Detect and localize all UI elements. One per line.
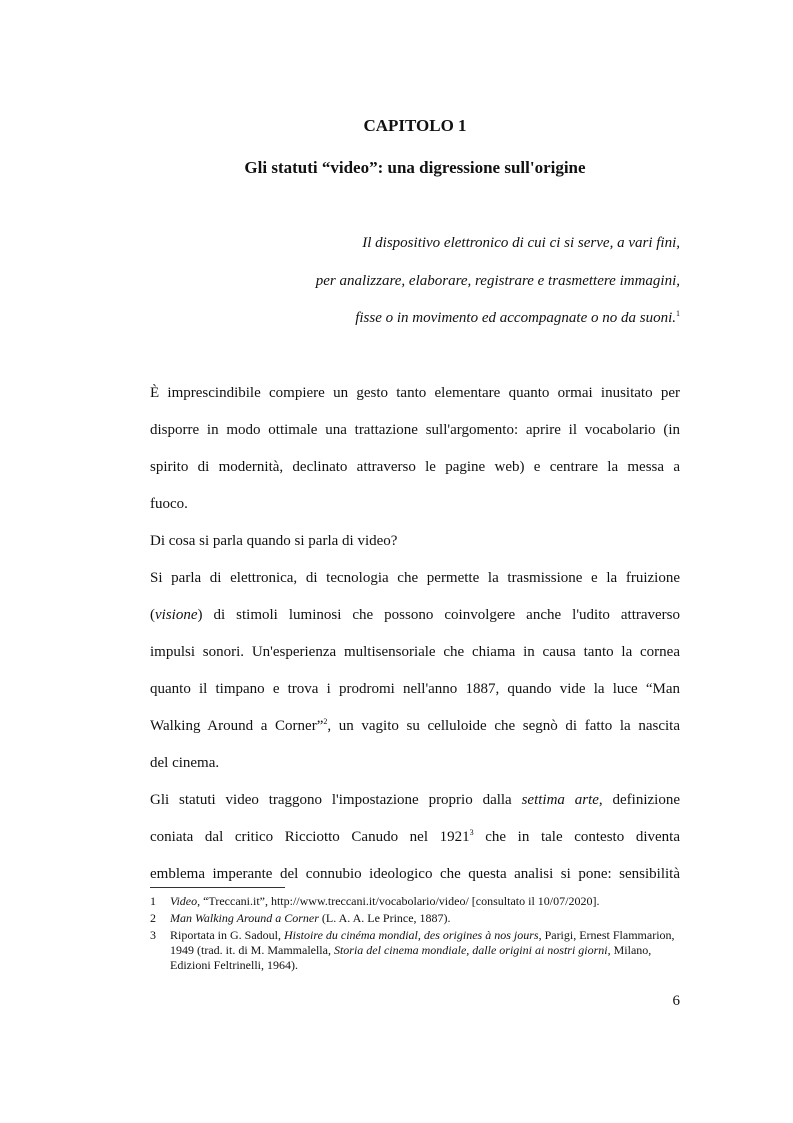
body-line: fuoco. (150, 496, 188, 512)
text-run: ) di stimoli luminosi che possono coinvolgere anche l'udito attraverso (197, 607, 680, 623)
chapter-label: CAPITOLO 1 (363, 116, 467, 135)
italic-run: visione (155, 607, 198, 623)
italic-run: Histoire du cinéma mondial, des origines à nos jours (284, 928, 539, 942)
body-line (150, 716, 680, 736)
footnote-number: 3 (150, 928, 156, 942)
italic-run: Man Walking Around a Corner (170, 911, 319, 925)
text-run: coniata dal critico Ricciotto Canudo nel 1921 (150, 829, 470, 845)
italic-run: Video (170, 894, 198, 908)
body-line: emblema imperante del connubio ideologico che questa analisi si pone: sensibilità (150, 866, 680, 882)
text-run: che in tale contesto diventa (473, 829, 680, 845)
body-line (150, 827, 680, 847)
body-line: del cinema. (150, 755, 220, 771)
italic-run: Storia del cinema mondiale, dalle origini ai nostri giorni (333, 943, 608, 957)
footnote-text (170, 928, 680, 973)
italic-run: settima arte (521, 792, 599, 808)
footnote-text (170, 894, 680, 909)
body-line (150, 605, 680, 625)
epigraph-line-1: Il dispositivo elettronico di cui ci si serve, a vari fini, (362, 235, 680, 251)
body-line: quanto il timpano e trova i prodromi nell'anno 1887, quando vide la luce “Man (150, 681, 680, 697)
text-run: Gli statuti video traggono l'impostazione proprio dalla (150, 792, 522, 808)
footnote-1 (150, 894, 680, 909)
text-run: (L. A. A. Le Prince, 1887). (318, 911, 451, 925)
epigraph-line-3-text: fisse o in movimento ed accompagnate o no da suoni. (355, 310, 676, 326)
footnote-text (170, 911, 680, 926)
footnote-3 (150, 928, 680, 976)
body-line: Di cosa si parla quando si parla di video? (150, 533, 398, 549)
footnote-ref-2: 2 (323, 717, 328, 726)
text-run: ( (150, 607, 155, 623)
text-run: , “Treccani.it”, http://www.treccani.it/vocabolario/video/ [consultato il 10/07/2020]. (197, 894, 600, 908)
footnote-ref-3: 3 (469, 828, 474, 837)
epigraph-line-2: per analizzare, elaborare, registrare e trasmettere immagini, (315, 273, 680, 289)
body-line (150, 790, 680, 810)
text-run: Riportata in G. Sadoul, (170, 928, 284, 942)
footnote-number: 1 (150, 894, 156, 908)
text-run: , un vagito su celluloide che segnò di fatto la nascita (327, 718, 680, 734)
epigraph-line-3 (355, 310, 680, 327)
footnote-ref-1: 1 (676, 309, 680, 318)
text-run: , definizione (598, 792, 680, 808)
body-line: È imprescindibile compiere un gesto tanto elementare quanto ormai inusitato per (150, 385, 680, 401)
text-run: Walking Around a Corner” (150, 718, 324, 734)
body-line: impulsi sonori. Un'esperienza multisensoriale che chiama in causa tanto la cornea (150, 644, 680, 660)
footnote-number: 2 (150, 911, 156, 925)
chapter-title: Gli statuti “video”: una digressione sull'origine (244, 158, 586, 177)
page-number: 6 (672, 993, 680, 1009)
body-line: disporre in modo ottimale una trattazione sull'argomento: aprire il vocabolario (in (150, 422, 680, 438)
footnote-separator (150, 887, 285, 888)
text-run: , Milano, Edizioni Feltrinelli, 1964). (170, 943, 652, 972)
text-run: , Parigi, Ernest Flammarion, 1949 (trad. it. di M. Mammalella, (170, 928, 675, 957)
body-line: Si parla di elettronica, di tecnologia che permette la trasmissione e la fruizione (150, 570, 680, 586)
footnote-2 (150, 911, 680, 926)
body-line: spirito di modernità, declinato attraverso le pagine web) e centrare la messa a (150, 459, 680, 475)
